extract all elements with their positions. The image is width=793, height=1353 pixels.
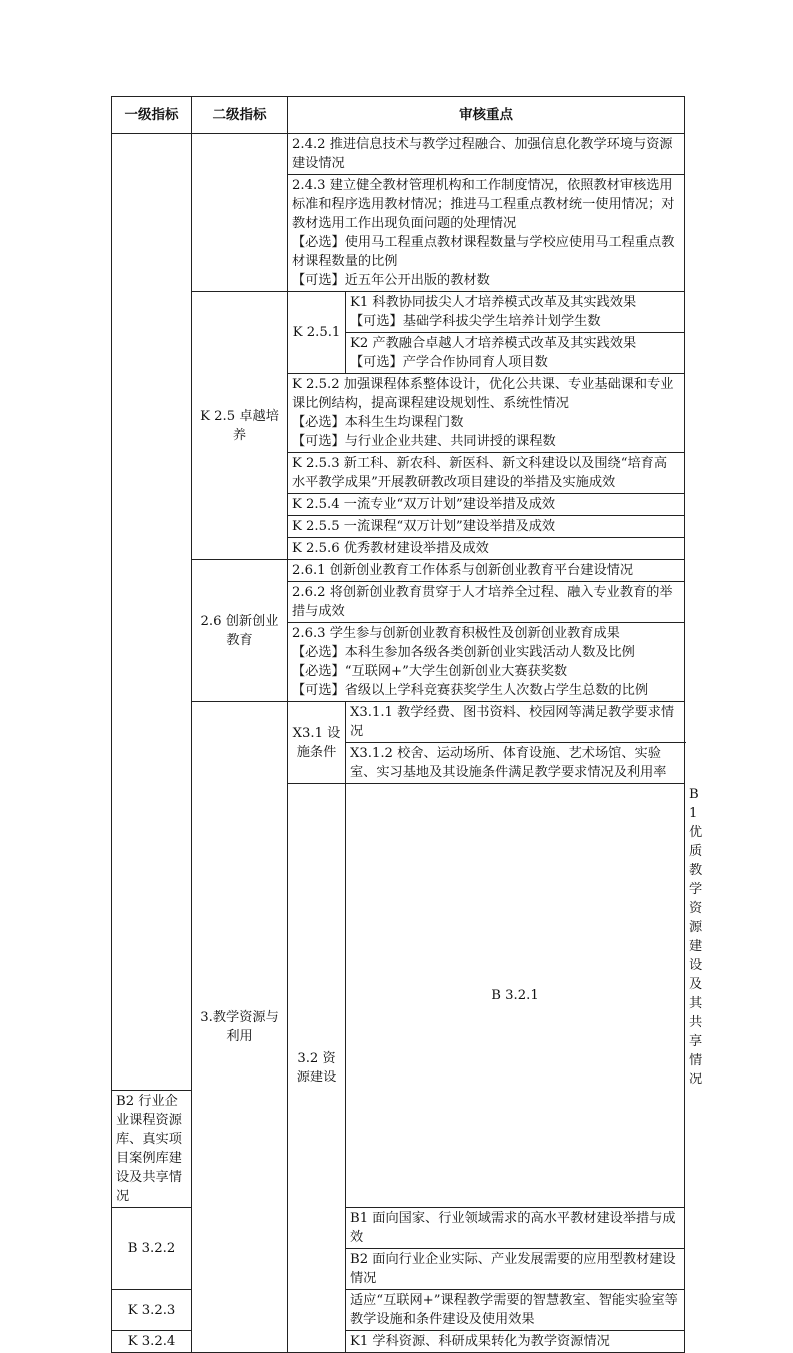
optional-metric: 【可选】与行业企业共建、共同讲授的课程数 <box>292 434 556 449</box>
review-criteria-table <box>111 96 703 1353</box>
criterion-2-6-3 <box>288 623 685 702</box>
criterion-x3-1-1: X3.1.1 教学经费、图书资料、校园网等满足教学要求情况 <box>346 702 685 743</box>
criterion-text: K 2.5.2 加强课程体系整体设计，优化公共课、专业基础课和专业课比例结构，提高课程建设规划性、系统性情况 <box>292 377 674 411</box>
required-metric: 【必选】“互联网+”大学生创新创业大赛获奖数 <box>292 664 568 679</box>
level2-x3-1: X3.1 设施条件 <box>288 702 346 784</box>
criterion-2-4-2: 2.4.2 推进信息技术与教学过程融合、加强信息化教学环境与资源建设情况 <box>288 134 685 175</box>
criterion-2-4-3 <box>288 175 685 292</box>
header-level1: 一级指标 <box>112 97 192 134</box>
sub-k3-2-3: K 3.2.3 <box>112 1290 192 1331</box>
criterion-k2-5-1-k1 <box>346 292 685 333</box>
sub-b3-2-2: B 3.2.2 <box>112 1208 192 1290</box>
table-row <box>112 560 685 582</box>
optional-metric: 【可选】基础学科拔尖学生培养计划学生数 <box>350 314 601 329</box>
optional-metric: 【可选】省级以上学科竞赛获奖学生人次数占学生总数的比例 <box>292 683 649 698</box>
optional-metric: 【可选】近五年公开出版的教材数 <box>292 273 490 288</box>
required-metric: 【必选】本科生参加各级各类创新创业实践活动人数及比例 <box>292 645 635 660</box>
criterion-text: 2.6.3 学生参与创新创业教育积极性及创新创业教育成果 <box>292 626 620 641</box>
criterion-k3-2-4: K1 学科资源、科研成果转化为教学资源情况 <box>346 1331 685 1353</box>
criterion-x3-1-2: X3.1.2 校舍、运动场所、体育设施、艺术场馆、实验室、实习基地及其设施条件满足教学要求情况及利用率 <box>346 743 685 784</box>
level2-2-6: 2.6 创新创业教育 <box>192 560 288 702</box>
header-level2: 二级指标 <box>192 97 288 134</box>
required-metric: 【必选】使用马工程重点教材课程数量与学校应使用马工程重点教材课程数量的比例 <box>292 235 675 269</box>
sub-b3-2-1: B 3.2.1 <box>346 784 685 1208</box>
criterion-b3-2-2-b2: B2 面向行业企业实际、产业发展需要的应用型教材建设情况 <box>346 1249 685 1290</box>
level1-cell-empty <box>112 134 192 1091</box>
criterion-text: 2.4.3 建立健全教材管理机构和工作制度情况，依照教材审核选用标准和程序选用教材情况；推进马工程重点教材统一使用情况；对教材选用工作出现负面问题的处理情况 <box>292 178 675 231</box>
level2-cell-empty <box>192 134 288 292</box>
criterion-k2-5-2 <box>288 374 685 453</box>
optional-metric: 【可选】产学合作协同育人项目数 <box>350 355 548 370</box>
criterion-2-6-2: 2.6.2 将创新创业教育贯穿于人才培养全过程、融入专业教育的举措与成效 <box>288 582 685 623</box>
header-review-focus: 审核重点 <box>288 97 685 134</box>
criterion-b3-2-1-b2: B2 行业企业课程资源库、真实项目案例库建设及共享情况 <box>112 1091 192 1208</box>
table-header-row <box>112 97 685 134</box>
table-row <box>112 292 685 333</box>
criterion-text: K2 产教融合卓越人才培养模式改革及其实践效果 <box>350 336 637 351</box>
sub-k3-2-4: K 3.2.4 <box>112 1331 192 1353</box>
criterion-k2-5-3: K 2.5.3 新工科、新农科、新医科、新文科建设以及围绕“培育高水平教学成果”开展教研教改项目建设的举措及实施成效 <box>288 453 685 494</box>
required-metric: 【必选】本科生生均课程门数 <box>292 415 464 430</box>
level2-k2-5: K 2.5 卓越培养 <box>192 292 288 560</box>
criterion-2-6-1: 2.6.1 创新创业教育工作体系与创新创业教育平台建设情况 <box>288 560 685 582</box>
criterion-k2-5-5: K 2.5.5 一流课程“双万计划”建设举措及成效 <box>288 516 685 538</box>
criterion-k2-5-1-k2 <box>346 333 685 374</box>
criterion-b3-2-2-b1: B1 面向国家、行业领域需求的高水平教材建设举措与成效 <box>346 1208 685 1249</box>
sub-k2-5-1: K 2.5.1 <box>288 292 346 374</box>
criterion-text: K1 科教协同拔尖人才培养模式改革及其实践效果 <box>350 295 637 310</box>
criterion-k2-5-4: K 2.5.4 一流专业“双万计划”建设举措及成效 <box>288 494 685 516</box>
table-row <box>112 134 685 175</box>
table-row <box>112 702 685 743</box>
level2-3-2: 3.2 资源建设 <box>288 784 346 1353</box>
criterion-k3-2-3: 适应“互联网+”课程教学需要的智慧教室、智能实验室等教学设施和条件建设及使用效果 <box>346 1290 685 1331</box>
criterion-k2-5-6: K 2.5.6 优秀教材建设举措及成效 <box>288 538 685 560</box>
table-row: 3.2 资源建设 B 3.2.1 B1 优质教学资源建设及其共享情况 <box>112 784 685 1091</box>
level1-3: 3.教学资源与利用 <box>192 702 288 1353</box>
